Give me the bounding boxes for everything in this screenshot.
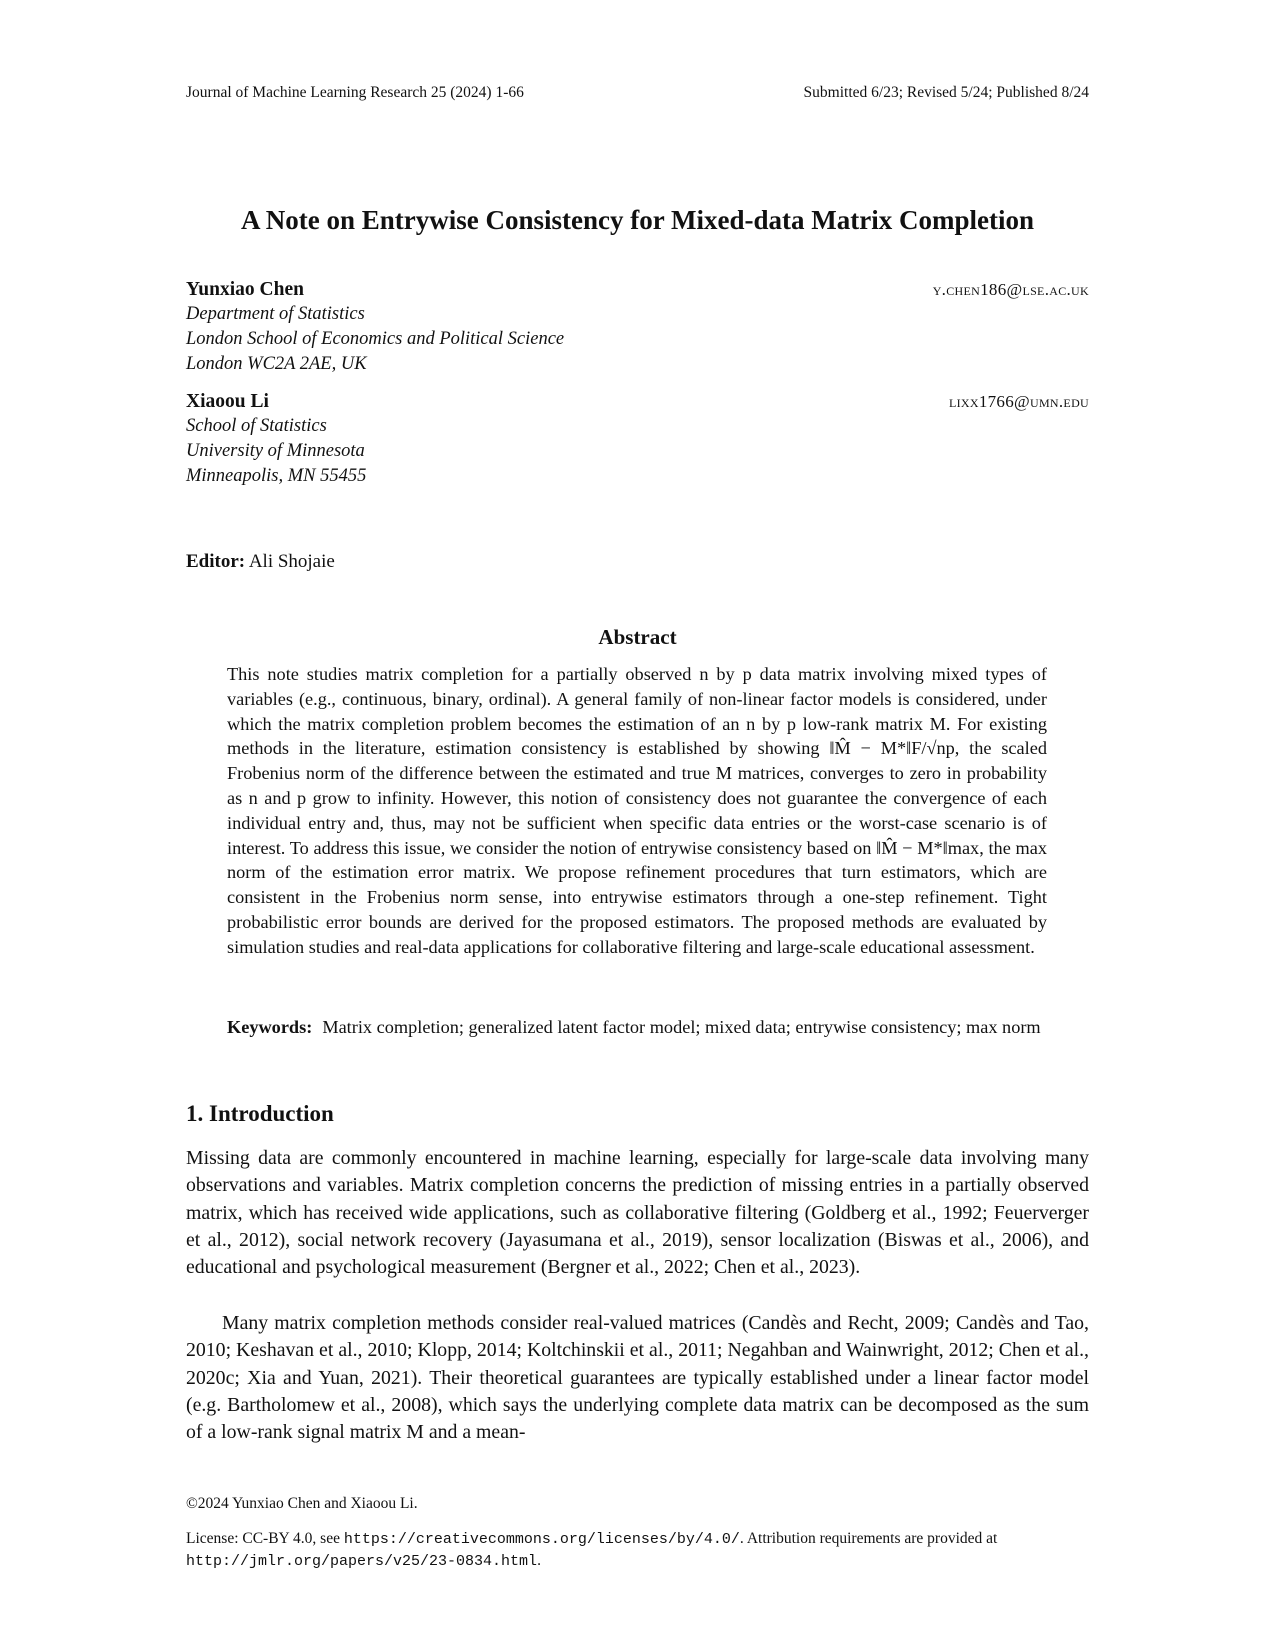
license-link[interactable]: https://creativecommons.org/licenses/by/4.0/ <box>343 1531 740 1548</box>
author-block-1 <box>186 277 1089 377</box>
affiliation-line: School of Statistics <box>186 416 327 436</box>
editor-label: Editor: <box>186 551 246 572</box>
keywords-text: Matrix completion; generalized latent factor model; mixed data; entrywise consistency; max norm <box>322 1017 1041 1037</box>
affiliation-line: London School of Economics and Political Science <box>186 329 565 349</box>
abstract-text: This note studies matrix completion for a partially observed n by p data matrix involving mixed types of variables (e.g., continuous, binary, ordinal). A general family of non-linear factor models is considered, under which the matrix completion problem becomes the estimation of an n by p low-rank matrix M. For existing methods in the literature, estimation consistency is established by showing ‖M̂ − M*‖F/√np, the scaled Frobenius norm of the difference between the estimated and true M matrices, converges to zero in probability as n and p grow to infinity. However, this notion of consistency does not guarantee the convergence of each individual entry and, thus, may not be sufficient when specific data entries or the worst-case scenario is of interest. To address this issue, we consider the notion of entrywise consistency based on ‖M̂ − M*‖max, the max norm of the estimation error matrix. We propose refinement procedures that turn estimators, which are consistent in the Frobenius norm sense, into entrywise estimators through a one-step refinement. Tight probabilistic error bounds are derived for the proposed estimators. The proposed methods are evaluated by simulation studies and real-data applications for collaborative filtering and large-scale educational assessment. <box>227 664 1047 957</box>
author-name: Xiaoou Li <box>186 391 269 412</box>
author-block-2 <box>186 389 1089 489</box>
paper-title: A Note on Entrywise Consistency for Mixed-data Matrix Completion <box>241 205 1034 235</box>
author-email[interactable]: lixx1766@umn.edu <box>948 392 1089 411</box>
affiliation-line: Department of Statistics <box>186 304 365 324</box>
keywords-line <box>227 1015 1047 1040</box>
affiliation-line: University of Minnesota <box>186 441 365 461</box>
author-name: Yunxiao Chen <box>186 279 304 300</box>
section-heading: 1. Introduction <box>186 1101 334 1126</box>
license-middle: . Attribution requirements are provided at <box>739 1530 998 1547</box>
author-email[interactable]: y.chen186@lse.ac.uk <box>932 280 1089 299</box>
affiliation-line: Minneapolis, MN 55455 <box>186 466 367 486</box>
editor-line <box>186 551 335 573</box>
attribution-link[interactable]: http://jmlr.org/papers/v25/23-0834.html <box>186 1553 538 1570</box>
journal-header: Journal of Machine Learning Research 25 (2024) 1-66 <box>186 84 524 101</box>
affiliation-line: London WC2A 2AE, UK <box>186 354 367 374</box>
body-paragraph: Many matrix completion methods consider real-valued matrices (Candès and Recht, 2009; Candès and Tao, 2010; Keshavan et al., 2010; Klopp, 2014; Koltchinskii et al., 2011; Negahban and Wainwright, 2012; Chen et al., 2020c; Xia and Yuan, 2021). Their theoretical guarantees are typically established under a linear factor model (e.g. Bartholomew et al., 2008), which says the underlying complete data matrix can be decomposed as the sum of a low-rank signal matrix M and a mean- <box>186 1312 1089 1444</box>
keywords-label: Keywords: <box>227 1017 313 1037</box>
license-notice <box>186 1528 1089 1572</box>
abstract-heading: Abstract <box>598 625 677 649</box>
submission-dates: Submitted 6/23; Revised 5/24; Published 8/24 <box>803 84 1089 101</box>
license-prefix: License: CC-BY 4.0, see <box>186 1530 344 1547</box>
copyright-notice: ©2024 Yunxiao Chen and Xiaoou Li. <box>186 1495 418 1512</box>
body-paragraph: Missing data are commonly encountered in machine learning, especially for large-scale data involving many observations and variables. Matrix completion concerns the prediction of missing entries in a partially observed matrix, which has received wide applications, such as collaborative filtering (Goldberg et al., 1992; Feuerverger et al., 2012), social network recovery (Jayasumana et al., 2019), sensor localization (Biswas et al., 2006), and educational and psychological measurement (Bergner et al., 2022; Chen et al., 2023). <box>186 1147 1089 1279</box>
editor-name: Ali Shojaie <box>248 551 335 572</box>
license-suffix: . <box>537 1552 541 1569</box>
